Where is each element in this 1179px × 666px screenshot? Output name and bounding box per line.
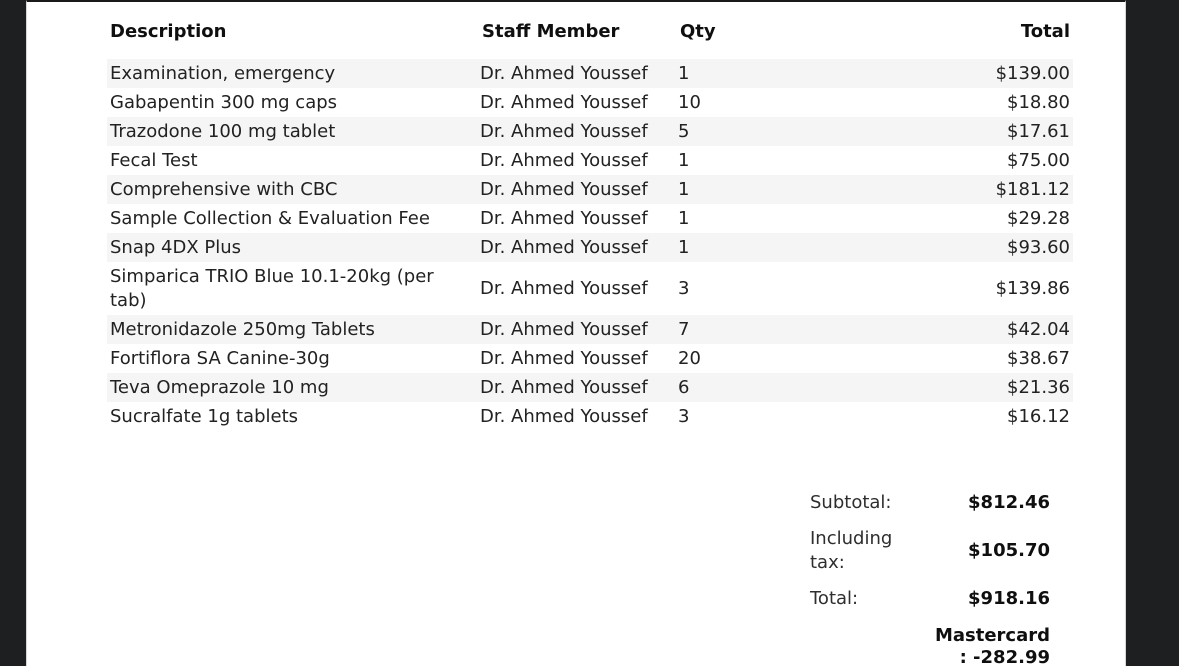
total-cell: $38.67 [1007, 347, 1070, 369]
summary-row-subtotal [810, 479, 1050, 527]
table-row [107, 146, 1073, 175]
description-cell: Teva Omeprazole 10 mg [110, 376, 329, 398]
table-row [107, 88, 1073, 117]
total-cell: $139.00 [995, 62, 1070, 84]
total-cell: $139.86 [995, 277, 1070, 299]
invoice-summary [810, 479, 1050, 666]
including-tax-label: Including tax: [810, 528, 893, 573]
staff-member-cell: Dr. Ahmed Youssef [480, 236, 648, 258]
summary-row-payment [810, 623, 1050, 666]
total-label: Total: [810, 588, 859, 609]
table-row [107, 233, 1073, 262]
total-cell: $181.12 [995, 178, 1070, 200]
total-cell: $29.28 [1007, 207, 1070, 229]
qty-cell: 1 [678, 62, 690, 84]
col-header-description: Description [110, 21, 227, 42]
description-cell: Sucralfate 1g tablets [110, 405, 299, 427]
staff-member-cell: Dr. Ahmed Youssef [480, 120, 648, 142]
col-header-qty: Qty [680, 21, 716, 42]
total-cell: $93.60 [1007, 236, 1070, 258]
description-cell: Metronidazole 250mg Tablets [110, 318, 375, 340]
staff-member-cell: Dr. Ahmed Youssef [480, 207, 648, 229]
description-cell: Snap 4DX Plus [110, 236, 242, 258]
staff-member-cell: Dr. Ahmed Youssef [480, 318, 648, 340]
table-row [107, 117, 1073, 146]
total-cell: $42.04 [1007, 318, 1070, 340]
table-row [107, 59, 1073, 88]
table-row [107, 373, 1073, 402]
table-row [107, 315, 1073, 344]
qty-cell: 6 [678, 376, 690, 398]
description-cell: Gabapentin 300 mg caps [110, 91, 338, 113]
payment-method-value: Mastercard : -282.99 [934, 625, 1050, 666]
including-tax-value: $105.70 [968, 540, 1050, 561]
qty-cell: 7 [678, 318, 690, 340]
description-cell: Examination, emergency [110, 62, 336, 84]
staff-member-cell: Dr. Ahmed Youssef [480, 347, 648, 369]
total-cell: $75.00 [1007, 149, 1070, 171]
subtotal-label: Subtotal: [810, 492, 892, 513]
subtotal-value: $812.46 [968, 492, 1050, 513]
staff-member-cell: Dr. Ahmed Youssef [480, 376, 648, 398]
table-row [107, 344, 1073, 373]
qty-cell: 5 [678, 120, 690, 142]
summary-row-including-tax [810, 527, 1050, 575]
description-cell: Comprehensive with CBC [110, 178, 338, 200]
description-cell: Fortiflora SA Canine-30g [110, 347, 330, 369]
qty-cell: 1 [678, 178, 690, 200]
description-cell: Sample Collection & Evaluation Fee [110, 207, 430, 229]
staff-member-cell: Dr. Ahmed Youssef [480, 178, 648, 200]
description-cell: Fecal Test [110, 149, 198, 171]
total-value: $918.16 [968, 588, 1050, 609]
qty-cell: 3 [678, 277, 690, 299]
table-row [107, 175, 1073, 204]
description-cell: Trazodone 100 mg tablet [110, 120, 336, 142]
qty-cell: 1 [678, 236, 690, 258]
table-header-row [107, 12, 1073, 59]
staff-member-cell: Dr. Ahmed Youssef [480, 91, 648, 113]
qty-cell: 3 [678, 405, 690, 427]
description-cell: Simparica TRIO Blue 10.1-20kg (per tab) [110, 265, 434, 311]
total-cell: $18.80 [1007, 91, 1070, 113]
total-cell: $17.61 [1007, 120, 1070, 142]
staff-member-cell: Dr. Ahmed Youssef [480, 277, 648, 299]
qty-cell: 10 [678, 91, 701, 113]
total-cell: $16.12 [1007, 405, 1070, 427]
qty-cell: 1 [678, 149, 690, 171]
col-header-total: Total [1020, 21, 1070, 42]
total-cell: $21.36 [1007, 376, 1070, 398]
table-row [107, 262, 1073, 315]
qty-cell: 20 [678, 347, 701, 369]
staff-member-cell: Dr. Ahmed Youssef [480, 405, 648, 427]
qty-cell: 1 [678, 207, 690, 229]
table-row [107, 402, 1073, 431]
staff-member-cell: Dr. Ahmed Youssef [480, 62, 648, 84]
table-row [107, 204, 1073, 233]
invoice-line-items-table [107, 12, 1073, 431]
invoice-page[interactable] [26, 0, 1126, 666]
col-header-staff-member: Staff Member [482, 21, 620, 42]
staff-member-cell: Dr. Ahmed Youssef [480, 149, 648, 171]
summary-row-total [810, 575, 1050, 623]
